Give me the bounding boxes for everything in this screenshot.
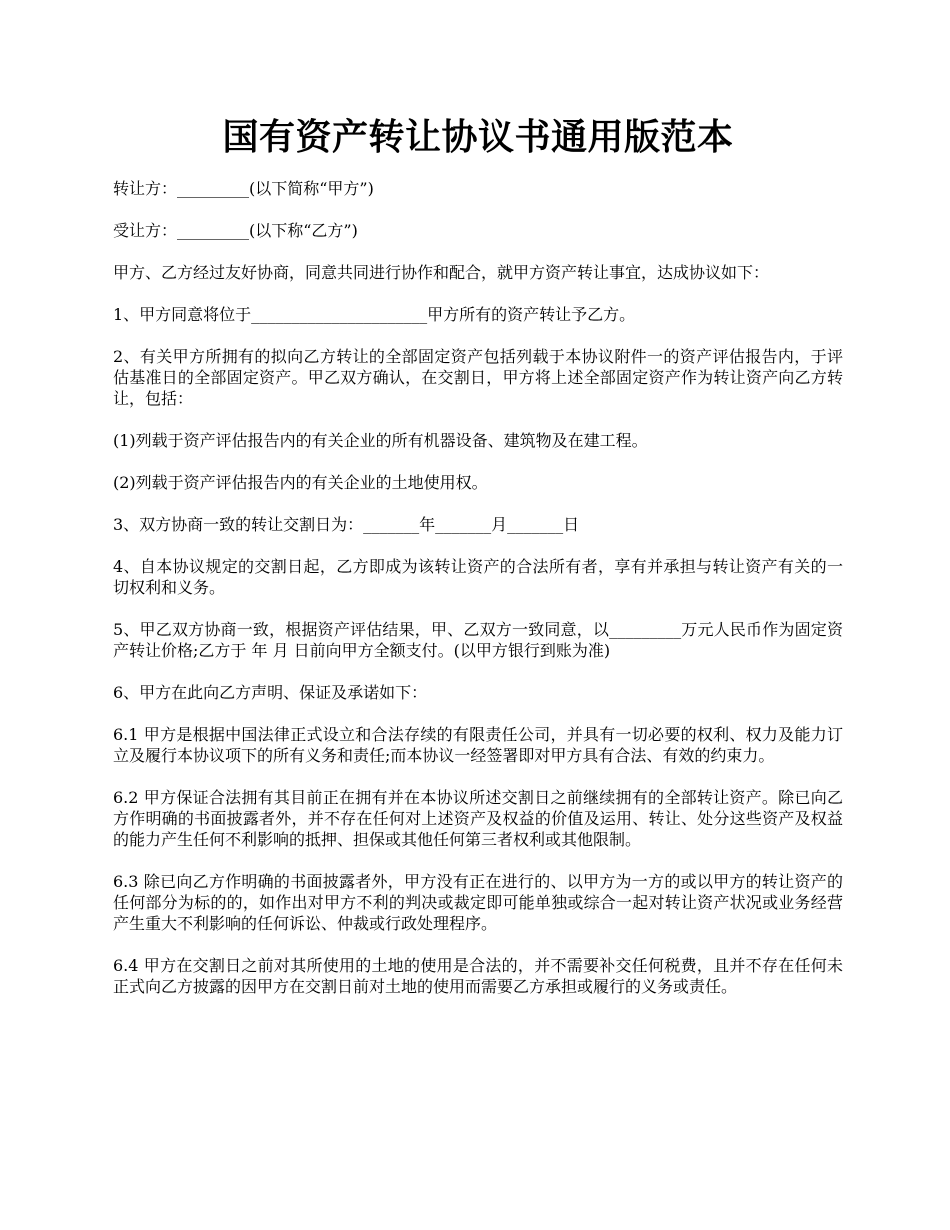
document-title: 国有资产转让协议书通用版范本 — [222, 116, 734, 158]
clause-6: 6、甲方在此向乙方声明、保证及承诺如下： — [113, 683, 428, 702]
intro-paragraph: 甲方、乙方经过友好协商，同意共同进行协作和配合，就甲方资产转让事宜，达成协议如下： — [113, 263, 770, 282]
clause-5: 5、甲乙双方协商一致，根据资产评估结果，甲、乙双方一致同意，以_________万元人民币作为固定资产转让价格;乙方于 年 月 日前向甲方全额支付。(以甲方银行到账为准) — [113, 620, 843, 660]
clause-2: 2、有关甲方所拥有的拟向乙方转让的全部固定资产包括列载于本协议附件一的资产评估报告内，于评估基准日的全部固定资产。甲乙双方确认，在交割日，甲方将上述全部固定资产作为转让资产向乙方转让，包括： — [113, 347, 843, 408]
transferee-line: 受让方：_________(以下称“乙方”) — [113, 221, 358, 240]
clause-4: 4、自本协议规定的交割日起，乙方即成为该转让资产的合法所有者，享有并承担与转让资产有关的一切权利和义务。 — [113, 557, 843, 597]
clause-1: 1、甲方同意将位于______________________甲方所有的资产转让予乙方。 — [113, 305, 636, 324]
clause-2-item-2: (2)列载于资产评估报告内的有关企业的土地使用权。 — [113, 473, 488, 492]
clause-6-1: 6.1 甲方是根据中国法律正式设立和合法存续的有限责任公司，并具有一切必要的权利、权力及能力订立及履行本协议项下的所有义务和责任;而本协议一经签署即对甲方具有合法、有效的约束力。 — [113, 725, 843, 765]
clause-3: 3、双方协商一致的转让交割日为：_______年_______月_______日 — [113, 515, 580, 534]
clause-6-2: 6.2 甲方保证合法拥有其目前正在拥有并在本协议所述交割日之前继续拥有的全部转让资产。除已向乙方作明确的书面披露者外，并不存在任何对上述资产及权益的价值及运用、转让、处分这些资产及权益的能力产生任何不利影响的抵押、担保或其他任何第三者权利或其他限制。 — [113, 788, 843, 849]
clause-2-item-1: (1)列载于资产评估报告内的有关企业的所有机器设备、建筑物及在建工程。 — [113, 431, 648, 450]
clause-6-3: 6.3 除已向乙方作明确的书面披露者外，甲方没有正在进行的、以甲方为一方的或以甲方的转让资产的任何部分为标的的，如作出对甲方不利的判决或裁定即可能单独或综合一起对转让资产状况或业务经营产生重大不利影响的任何诉讼、仲裁或行政处理程序。 — [113, 872, 843, 933]
clause-6-4: 6.4 甲方在交割日之前对其所使用的土地的使用是合法的，并不需要补交任何税费，且并不存在任何未正式向乙方披露的因甲方在交割日前对土地的使用而需要乙方承担或履行的义务或责任。 — [113, 956, 843, 996]
document-page — [113, 0, 843, 997]
transferor-line: 转让方：_________(以下简称“甲方”) — [113, 179, 374, 198]
